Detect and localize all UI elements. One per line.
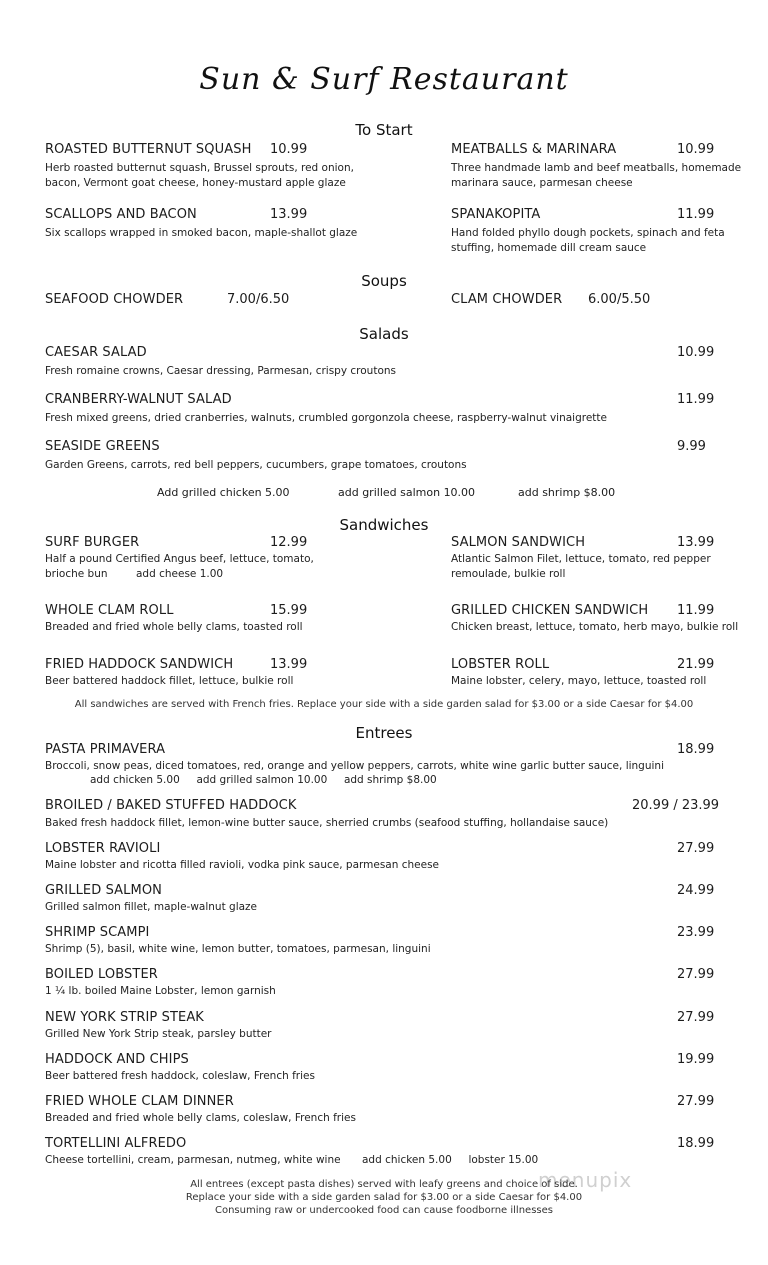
restaurant-title: Sun & Surf Restaurant <box>199 62 569 97</box>
item-name: BROILED / BAKED STUFFED HADDOCK <box>45 798 297 813</box>
item-price: 13.99 <box>677 535 715 550</box>
footer-note: Replace your side with a side garden salad for $3.00 or a side Caesar for $4.00 <box>185 1192 583 1203</box>
item-name: CRANBERRY-WALNUT SALAD <box>45 392 232 407</box>
item-description: Breaded and fried whole belly clams, coleslaw, French fries <box>45 1112 356 1124</box>
item-name: GRILLED CHICKEN SANDWICH <box>451 603 649 618</box>
salad-addon: Add grilled chicken 5.00 <box>157 486 290 499</box>
item-name: MEATBALLS & MARINARA <box>451 142 617 157</box>
item-price: 10.99 <box>677 345 715 360</box>
item-name: SCALLOPS AND BACON <box>45 207 197 222</box>
item-name: SEASIDE GREENS <box>45 439 160 454</box>
item-description: stuffing, homemade dill cream sauce <box>451 242 647 254</box>
item-name: SURF BURGER <box>45 535 140 550</box>
item-description: Herb roasted butternut squash, Brussel sprouts, red onion, <box>45 162 354 174</box>
item-description: Beer battered fresh haddock, coleslaw, French fries <box>45 1070 315 1082</box>
item-description: Maine lobster and ricotta filled ravioli, vodka pink sauce, parmesan cheese <box>45 859 440 871</box>
footer-note: All entrees (except pasta dishes) served with leafy greens and choice of side. <box>190 1179 578 1190</box>
item-price: 10.99 <box>677 142 715 157</box>
item-price: 20.99 / 23.99 <box>632 798 720 813</box>
item-name: GRILLED SALMON <box>45 883 162 898</box>
item-description: Baked fresh haddock fillet, lemon-wine butter sauce, sherried crumbs (seafood stuffing, hollandaise sauce) <box>45 817 609 829</box>
item-price: 15.99 <box>270 603 308 618</box>
item-price: 18.99 <box>677 742 715 757</box>
item-addon: add chicken 5.00 add grilled salmon 10.00 add shrimp $8.00 <box>90 774 437 786</box>
item-name: CAESAR SALAD <box>45 345 147 360</box>
item-name: CLAM CHOWDER <box>451 292 563 307</box>
salad-addon: add grilled salmon 10.00 <box>338 486 476 499</box>
item-description: Maine lobster, celery, mayo, lettuce, toasted roll <box>451 675 707 687</box>
item-description: Cheese tortellini, cream, parmesan, nutmeg, white wine <box>45 1154 341 1166</box>
section-heading-salads: Salads <box>359 325 409 343</box>
item-price: 24.99 <box>677 883 715 898</box>
item-description: bacon, Vermont goat cheese, honey-mustard apple glaze <box>45 177 346 189</box>
item-name: TORTELLINI ALFREDO <box>45 1136 187 1151</box>
item-description: Chicken breast, lettuce, tomato, herb mayo, bulkie roll <box>451 621 739 633</box>
section-heading-start: To Start <box>355 121 413 139</box>
item-description: Three handmade lamb and beef meatballs, homemade <box>451 162 742 174</box>
item-description: Fresh romaine crowns, Caesar dressing, Parmesan, crispy croutons <box>45 365 396 377</box>
item-description: remoulade, bulkie roll <box>451 568 566 580</box>
item-addon: add cheese 1.00 <box>136 568 224 580</box>
item-name: SALMON SANDWICH <box>451 535 586 550</box>
item-price: 13.99 <box>270 657 308 672</box>
item-name: SEAFOOD CHOWDER <box>45 292 184 307</box>
item-description: Half a pound Certified Angus beef, lettuce, tomato, <box>45 553 314 565</box>
item-price: 19.99 <box>677 1052 715 1067</box>
item-name: ROASTED BUTTERNUT SQUASH <box>45 142 252 157</box>
item-price: 27.99 <box>677 841 715 856</box>
item-price: 23.99 <box>677 925 715 940</box>
item-name: BOILED LOBSTER <box>45 967 158 982</box>
item-name: SPANAKOPITA <box>451 207 541 222</box>
item-price: 9.99 <box>677 439 706 454</box>
sandwich-note: All sandwiches are served with French fries. Replace your side with a side garden salad for $3.00 or a side Caesar for $4.00 <box>74 699 694 710</box>
item-price: 11.99 <box>677 603 715 618</box>
salad-addon: add shrimp $8.00 <box>518 486 616 499</box>
item-description: Beer battered haddock fillet, lettuce, bulkie roll <box>45 675 294 687</box>
item-description: 1 ¼ lb. boiled Maine Lobster, lemon garnish <box>45 985 276 997</box>
section-heading-soups: Soups <box>361 272 407 290</box>
item-price: 11.99 <box>677 392 715 407</box>
item-name: SHRIMP SCAMPI <box>45 925 150 940</box>
item-addon: add chicken 5.00 lobster 15.00 <box>362 1154 539 1166</box>
item-description: Garden Greens, carrots, red bell peppers, cucumbers, grape tomatoes, croutons <box>45 459 467 471</box>
footer-note: Consuming raw or undercooked food can cause foodborne illnesses <box>214 1205 553 1216</box>
item-price: 27.99 <box>677 1094 715 1109</box>
item-price: 12.99 <box>270 535 308 550</box>
item-description: Broccoli, snow peas, diced tomatoes, red, orange and yellow peppers, carrots, white wine garlic butter sauce, linguini <box>45 760 664 772</box>
item-name: LOBSTER ROLL <box>451 657 550 672</box>
item-name: FRIED HADDOCK SANDWICH <box>45 657 234 672</box>
item-description: Grilled salmon fillet, maple-walnut glaze <box>45 901 258 913</box>
item-description: Grilled New York Strip steak, parsley butter <box>45 1028 272 1040</box>
item-description: Atlantic Salmon Filet, lettuce, tomato, red pepper <box>451 553 711 565</box>
item-name: LOBSTER RAVIOLI <box>45 841 161 856</box>
item-name: NEW YORK STRIP STEAK <box>45 1010 204 1025</box>
item-price: 18.99 <box>677 1136 715 1151</box>
item-description: Breaded and fried whole belly clams, toasted roll <box>45 621 303 633</box>
item-name: HADDOCK AND CHIPS <box>45 1052 189 1067</box>
item-name: PASTA PRIMAVERA <box>45 742 166 757</box>
item-price: 21.99 <box>677 657 715 672</box>
item-price: 7.00/6.50 <box>227 292 290 307</box>
item-description: Six scallops wrapped in smoked bacon, maple-shallot glaze <box>45 227 358 239</box>
item-description: Shrimp (5), basil, white wine, lemon butter, tomatoes, parmesan, linguini <box>45 943 431 955</box>
item-description: Fresh mixed greens, dried cranberries, walnuts, crumbled gorgonzola cheese, raspberry-walnut vinaigrette <box>45 412 607 424</box>
item-price: 27.99 <box>677 1010 715 1025</box>
item-name: WHOLE CLAM ROLL <box>45 603 174 618</box>
watermark: menupix <box>538 1168 633 1192</box>
item-price: 13.99 <box>270 207 308 222</box>
section-heading-entrees: Entrees <box>355 724 413 742</box>
item-price: 27.99 <box>677 967 715 982</box>
item-price: 6.00/5.50 <box>588 292 651 307</box>
item-description: brioche bun <box>45 568 108 580</box>
item-description: Hand folded phyllo dough pockets, spinach and feta <box>451 227 725 239</box>
item-price: 11.99 <box>677 207 715 222</box>
item-name: FRIED WHOLE CLAM DINNER <box>45 1094 234 1109</box>
section-heading-sandwiches: Sandwiches <box>339 516 429 534</box>
item-description: marinara sauce, parmesan cheese <box>451 177 633 189</box>
item-price: 10.99 <box>270 142 308 157</box>
